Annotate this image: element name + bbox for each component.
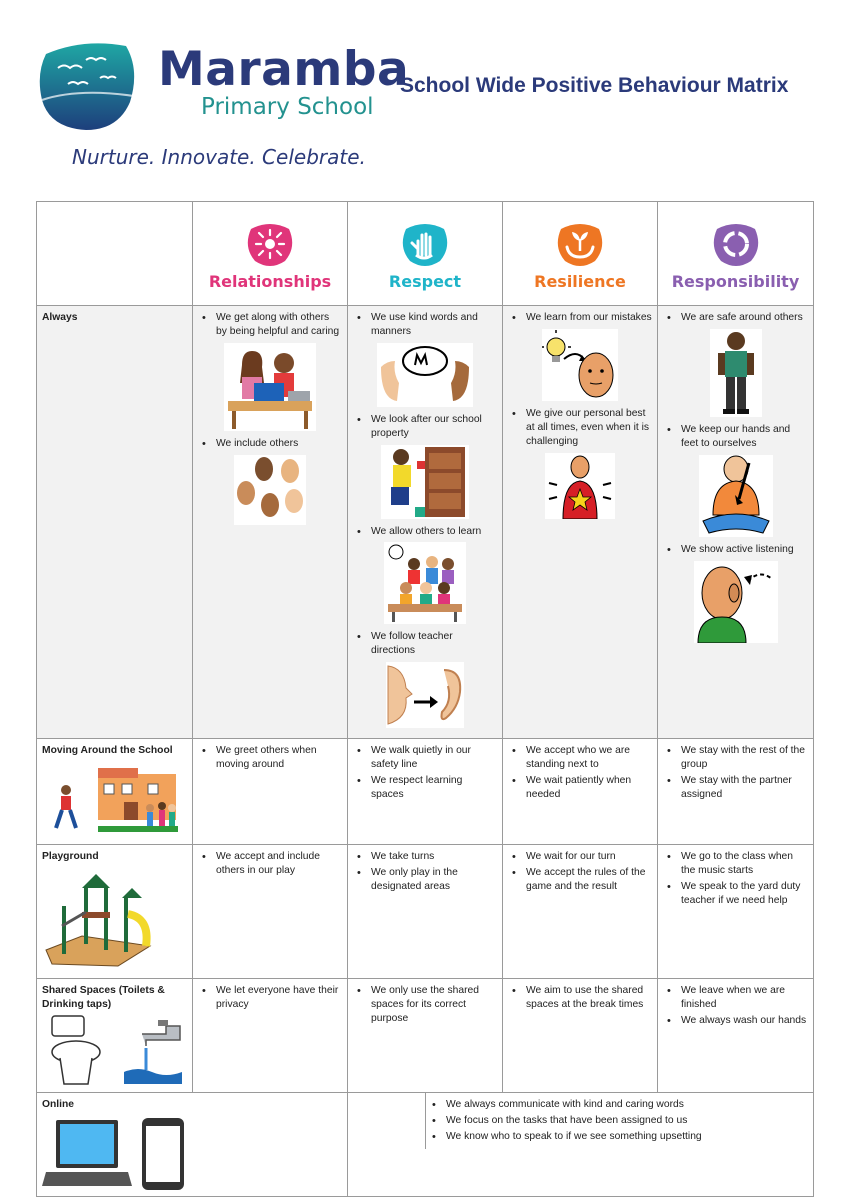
list-item: • We always communicate with kind and caring words: [428, 1098, 702, 1112]
value-header-relationships: [193, 202, 348, 306]
cell-shared-resilience: [503, 979, 658, 1093]
cell-shared-relationships: [193, 979, 348, 1093]
behaviour-matrix: [36, 201, 814, 1197]
cell-always-relationships: [193, 306, 348, 739]
value-header-respect: [348, 202, 503, 306]
row-label-cell: [37, 739, 193, 845]
playground-equipment-icon: [42, 866, 154, 974]
matrix-row-online: [37, 1092, 814, 1196]
classroom-students-icon: [384, 542, 466, 624]
school-subname: Primary School: [201, 94, 374, 120]
group-of-faces-icon: [234, 455, 306, 525]
list-item: • We always wash our hands: [663, 1014, 808, 1028]
cell-always-respect: [348, 306, 503, 739]
hands-circle-icon: [245, 221, 295, 267]
cell-moving-responsibility: [658, 739, 814, 845]
row-label-cell: [37, 845, 193, 979]
tidying-shelf-icon: [381, 445, 469, 519]
list-item: • We give our personal best at all times, even when it is challenging: [508, 407, 652, 449]
value-label-responsibility: Responsibility: [671, 271, 800, 291]
toilet-and-tap-icon: [42, 1014, 188, 1088]
listen-ear-icon: [386, 662, 464, 728]
matrix-row-playground: [37, 845, 814, 979]
list-item: • We go to the class when the music starts: [663, 850, 808, 878]
cell-shared-respect: [348, 979, 503, 1093]
value-label-resilience: Resilience: [534, 271, 626, 291]
cell-shared-responsibility: [658, 979, 814, 1093]
idea-lightbulb-icon: [542, 329, 618, 401]
children-reading-icon: [224, 343, 316, 431]
matrix-row-always: [37, 306, 814, 739]
list-item: • We speak to the yard duty teacher if we need help: [663, 880, 808, 908]
tagline: Nurture. Innovate. Celebrate.: [72, 145, 366, 169]
list-item: • We only use the shared spaces for its correct purpose: [353, 984, 497, 1026]
list-item: • We include others: [198, 437, 342, 451]
list-item: • We keep our hands and feet to ourselves: [663, 423, 808, 451]
row-label-always: Always: [42, 312, 78, 323]
row-label-playground: Playground: [42, 851, 99, 863]
cell-playground-respect: [348, 845, 503, 979]
list-item: • We look after our school property: [353, 413, 497, 441]
list-item: • We walk quietly in our safety line: [353, 744, 497, 772]
list-item: • We accept the rules of the game and the result: [508, 866, 652, 894]
school-name: Maramba: [158, 42, 410, 97]
matrix-header-row: [37, 202, 814, 306]
list-item: • We show active listening: [663, 543, 808, 557]
row-label-cell: [37, 979, 193, 1093]
cell-online: [348, 1092, 814, 1196]
school-logo-icon: [38, 40, 138, 132]
list-item: • We leave when we are finished: [663, 984, 808, 1012]
matrix-row-shared: [37, 979, 814, 1093]
cell-moving-respect: [348, 739, 503, 845]
cell-playground-responsibility: [658, 845, 814, 979]
cell-always-resilience: [503, 306, 658, 739]
list-item: • We take turns: [353, 850, 497, 864]
list-item: • We use kind words and manners: [353, 311, 497, 339]
star-achiever-icon: [545, 453, 615, 519]
list-item: • We only play in the designated areas: [353, 866, 497, 894]
row-label-shared: Shared Spaces (Toilets & Drinking taps): [42, 985, 165, 1010]
list-item: • We know who to speak to if we see something upsetting: [428, 1130, 702, 1144]
matrix-corner-cell: [37, 202, 193, 306]
list-item: • We allow others to learn: [353, 525, 497, 539]
list-item: • We let everyone have their privacy: [198, 984, 342, 1012]
list-item: • We stay with the partner assigned: [663, 774, 808, 802]
cycle-arrows-icon: [711, 221, 761, 267]
cell-playground-relationships: [193, 845, 348, 979]
cell-moving-resilience: [503, 739, 658, 845]
speech-bubble-faces-icon: [377, 343, 473, 407]
helping-hand-icon: [400, 221, 450, 267]
row-label-cell: [37, 1092, 348, 1196]
list-item: • We learn from our mistakes: [508, 311, 652, 325]
hands-to-self-icon: [699, 455, 773, 537]
cell-always-responsibility: [658, 306, 814, 739]
value-label-relationships: Relationships: [208, 271, 332, 291]
seedling-hands-icon: [555, 221, 605, 267]
list-item: • We respect learning spaces: [353, 774, 497, 802]
list-item: • We follow teacher directions: [353, 630, 497, 658]
row-label-cell: [37, 306, 193, 739]
row-label-moving: Moving Around the School: [42, 745, 173, 757]
value-header-resilience: [503, 202, 658, 306]
value-label-respect: Respect: [388, 271, 462, 291]
list-item: • We stay with the rest of the group: [663, 744, 808, 772]
list-item: • We wait patiently when needed: [508, 774, 652, 802]
cell-moving-relationships: [193, 739, 348, 845]
list-item: • We are safe around others: [663, 311, 808, 325]
active-listening-icon: [694, 561, 778, 643]
cell-playground-resilience: [503, 845, 658, 979]
list-item: • We accept and include others in our play: [198, 850, 342, 878]
walking-to-school-icon: [42, 762, 182, 840]
document-title: School Wide Positive Behaviour Matrix: [400, 74, 789, 97]
value-header-responsibility: [658, 202, 814, 306]
list-item: • We greet others when moving around: [198, 744, 342, 772]
list-item: • We focus on the tasks that have been assigned to us: [428, 1114, 702, 1128]
list-item: • We aim to use the shared spaces at the break times: [508, 984, 652, 1012]
standing-child-icon: [710, 329, 762, 417]
list-item: • We get along with others by being helpful and caring: [198, 311, 342, 339]
matrix-row-moving: [37, 739, 814, 845]
list-item: • We wait for our turn: [508, 850, 652, 864]
row-label-online: Online: [42, 1098, 75, 1110]
laptop-and-phone-icon: [42, 1116, 192, 1192]
list-item: • We accept who we are standing next to: [508, 744, 652, 772]
